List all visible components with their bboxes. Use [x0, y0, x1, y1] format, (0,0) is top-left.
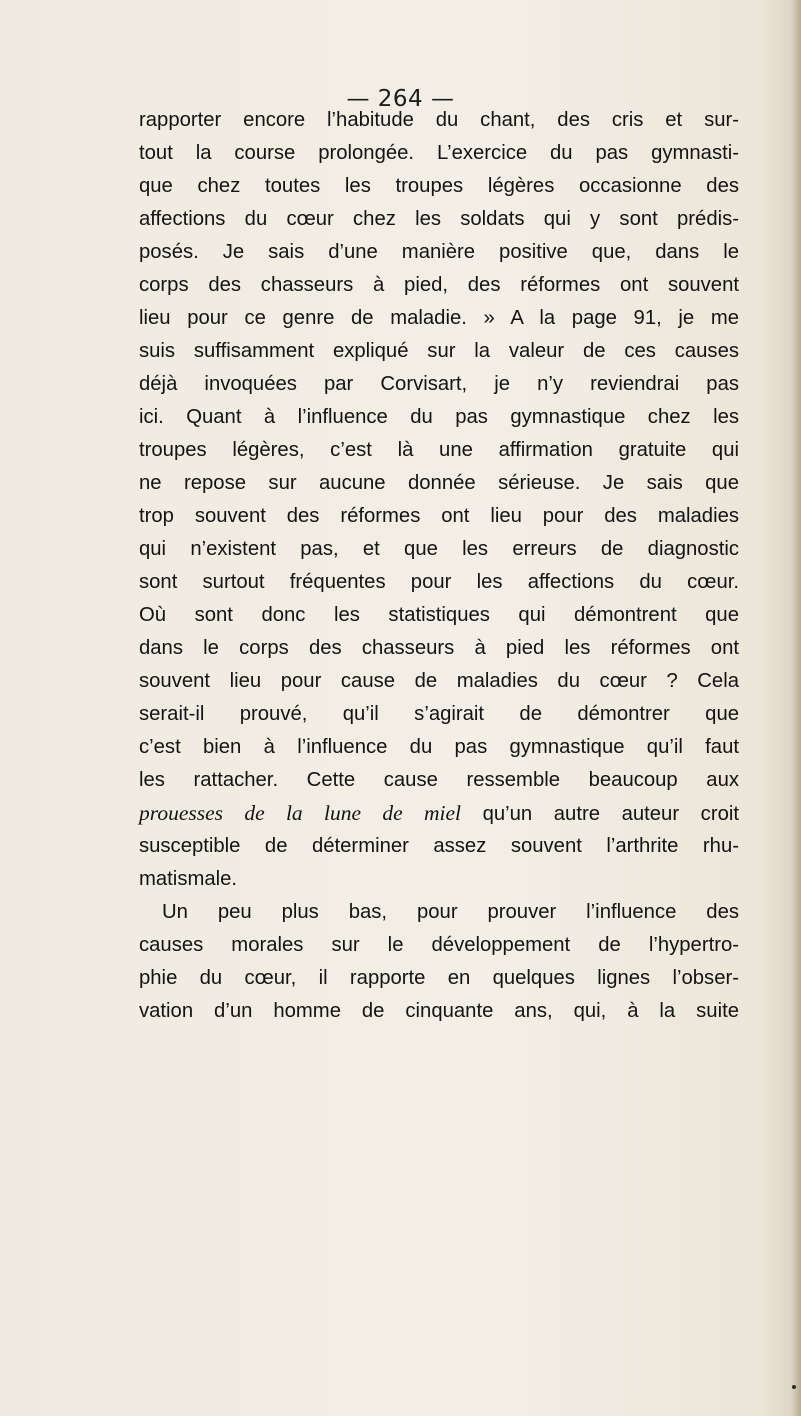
line-remainder: qu’un autre auteur croit	[460, 803, 739, 825]
text-line: posés. Je sais d’une manière positive que, dans le	[139, 241, 739, 263]
text-line: troupes légères, c’est là une affirmation gratuite qui	[139, 439, 739, 461]
text-line: que chez toutes les troupes légères occasionne des	[139, 175, 739, 197]
text-line: déjà invoquées par Corvisart, je n’y reviendrai pas	[139, 373, 739, 395]
text-line-with-italic	[139, 797, 739, 830]
text-line: les rattacher. Cette cause ressemble beaucoup aux	[139, 769, 739, 791]
paragraph-end-line: matismale.	[139, 868, 238, 890]
text-line: corps des chasseurs à pied, des réformes ont souvent	[139, 274, 739, 296]
text-line: souvent lieu pour cause de maladies du cœur ? Cela	[139, 670, 739, 692]
text-line: ne repose sur aucune donnée sérieuse. Je sais que	[139, 472, 739, 494]
text-line: causes morales sur le développement de l’hypertro-	[139, 934, 739, 956]
text-line: serait-il prouvé, qu’il s’agirait de démontrer que	[139, 703, 739, 725]
page-number: — 264 —	[346, 86, 455, 112]
text-line: vation d’un homme de cinquante ans, qui, à la suite	[139, 1000, 739, 1022]
italic-phrase: prouesses de la lune de miel	[139, 801, 461, 825]
text-line: sont surtout fréquentes pour les affections du cœur.	[139, 571, 739, 593]
paper-speck	[792, 1385, 796, 1389]
text-line: Un peu plus bas, pour prouver l’influence des	[162, 901, 739, 923]
text-line: qui n’existent pas, et que les erreurs de diagnostic	[139, 538, 739, 560]
text-line: Où sont donc les statistiques qui démontrent que	[139, 604, 739, 626]
text-line: suis suffisamment expliqué sur la valeur de ces causes	[139, 340, 739, 362]
text-line: lieu pour ce genre de maladie. » A la page 91, je me	[139, 307, 739, 329]
text-line: ici. Quant à l’influence du pas gymnastique chez les	[139, 406, 739, 428]
text-line: rapporter encore l’habitude du chant, des cris et sur-	[139, 109, 739, 131]
page-edge-shadow	[791, 0, 801, 1416]
text-line: phie du cœur, il rapporte en quelques lignes l’obser-	[139, 967, 739, 989]
body-text	[139, 104, 739, 1028]
text-line: c’est bien à l’influence du pas gymnastique qu’il faut	[139, 736, 739, 758]
text-line: dans le corps des chasseurs à pied les réformes ont	[139, 637, 739, 659]
text-line: affections du cœur chez les soldats qui y sont prédis-	[139, 208, 739, 230]
text-line: susceptible de déterminer assez souvent l’arthrite rhu-	[139, 835, 739, 857]
text-line: trop souvent des réformes ont lieu pour des maladies	[139, 505, 739, 527]
text-line: tout la course prolongée. L’exercice du pas gymnasti-	[139, 142, 739, 164]
